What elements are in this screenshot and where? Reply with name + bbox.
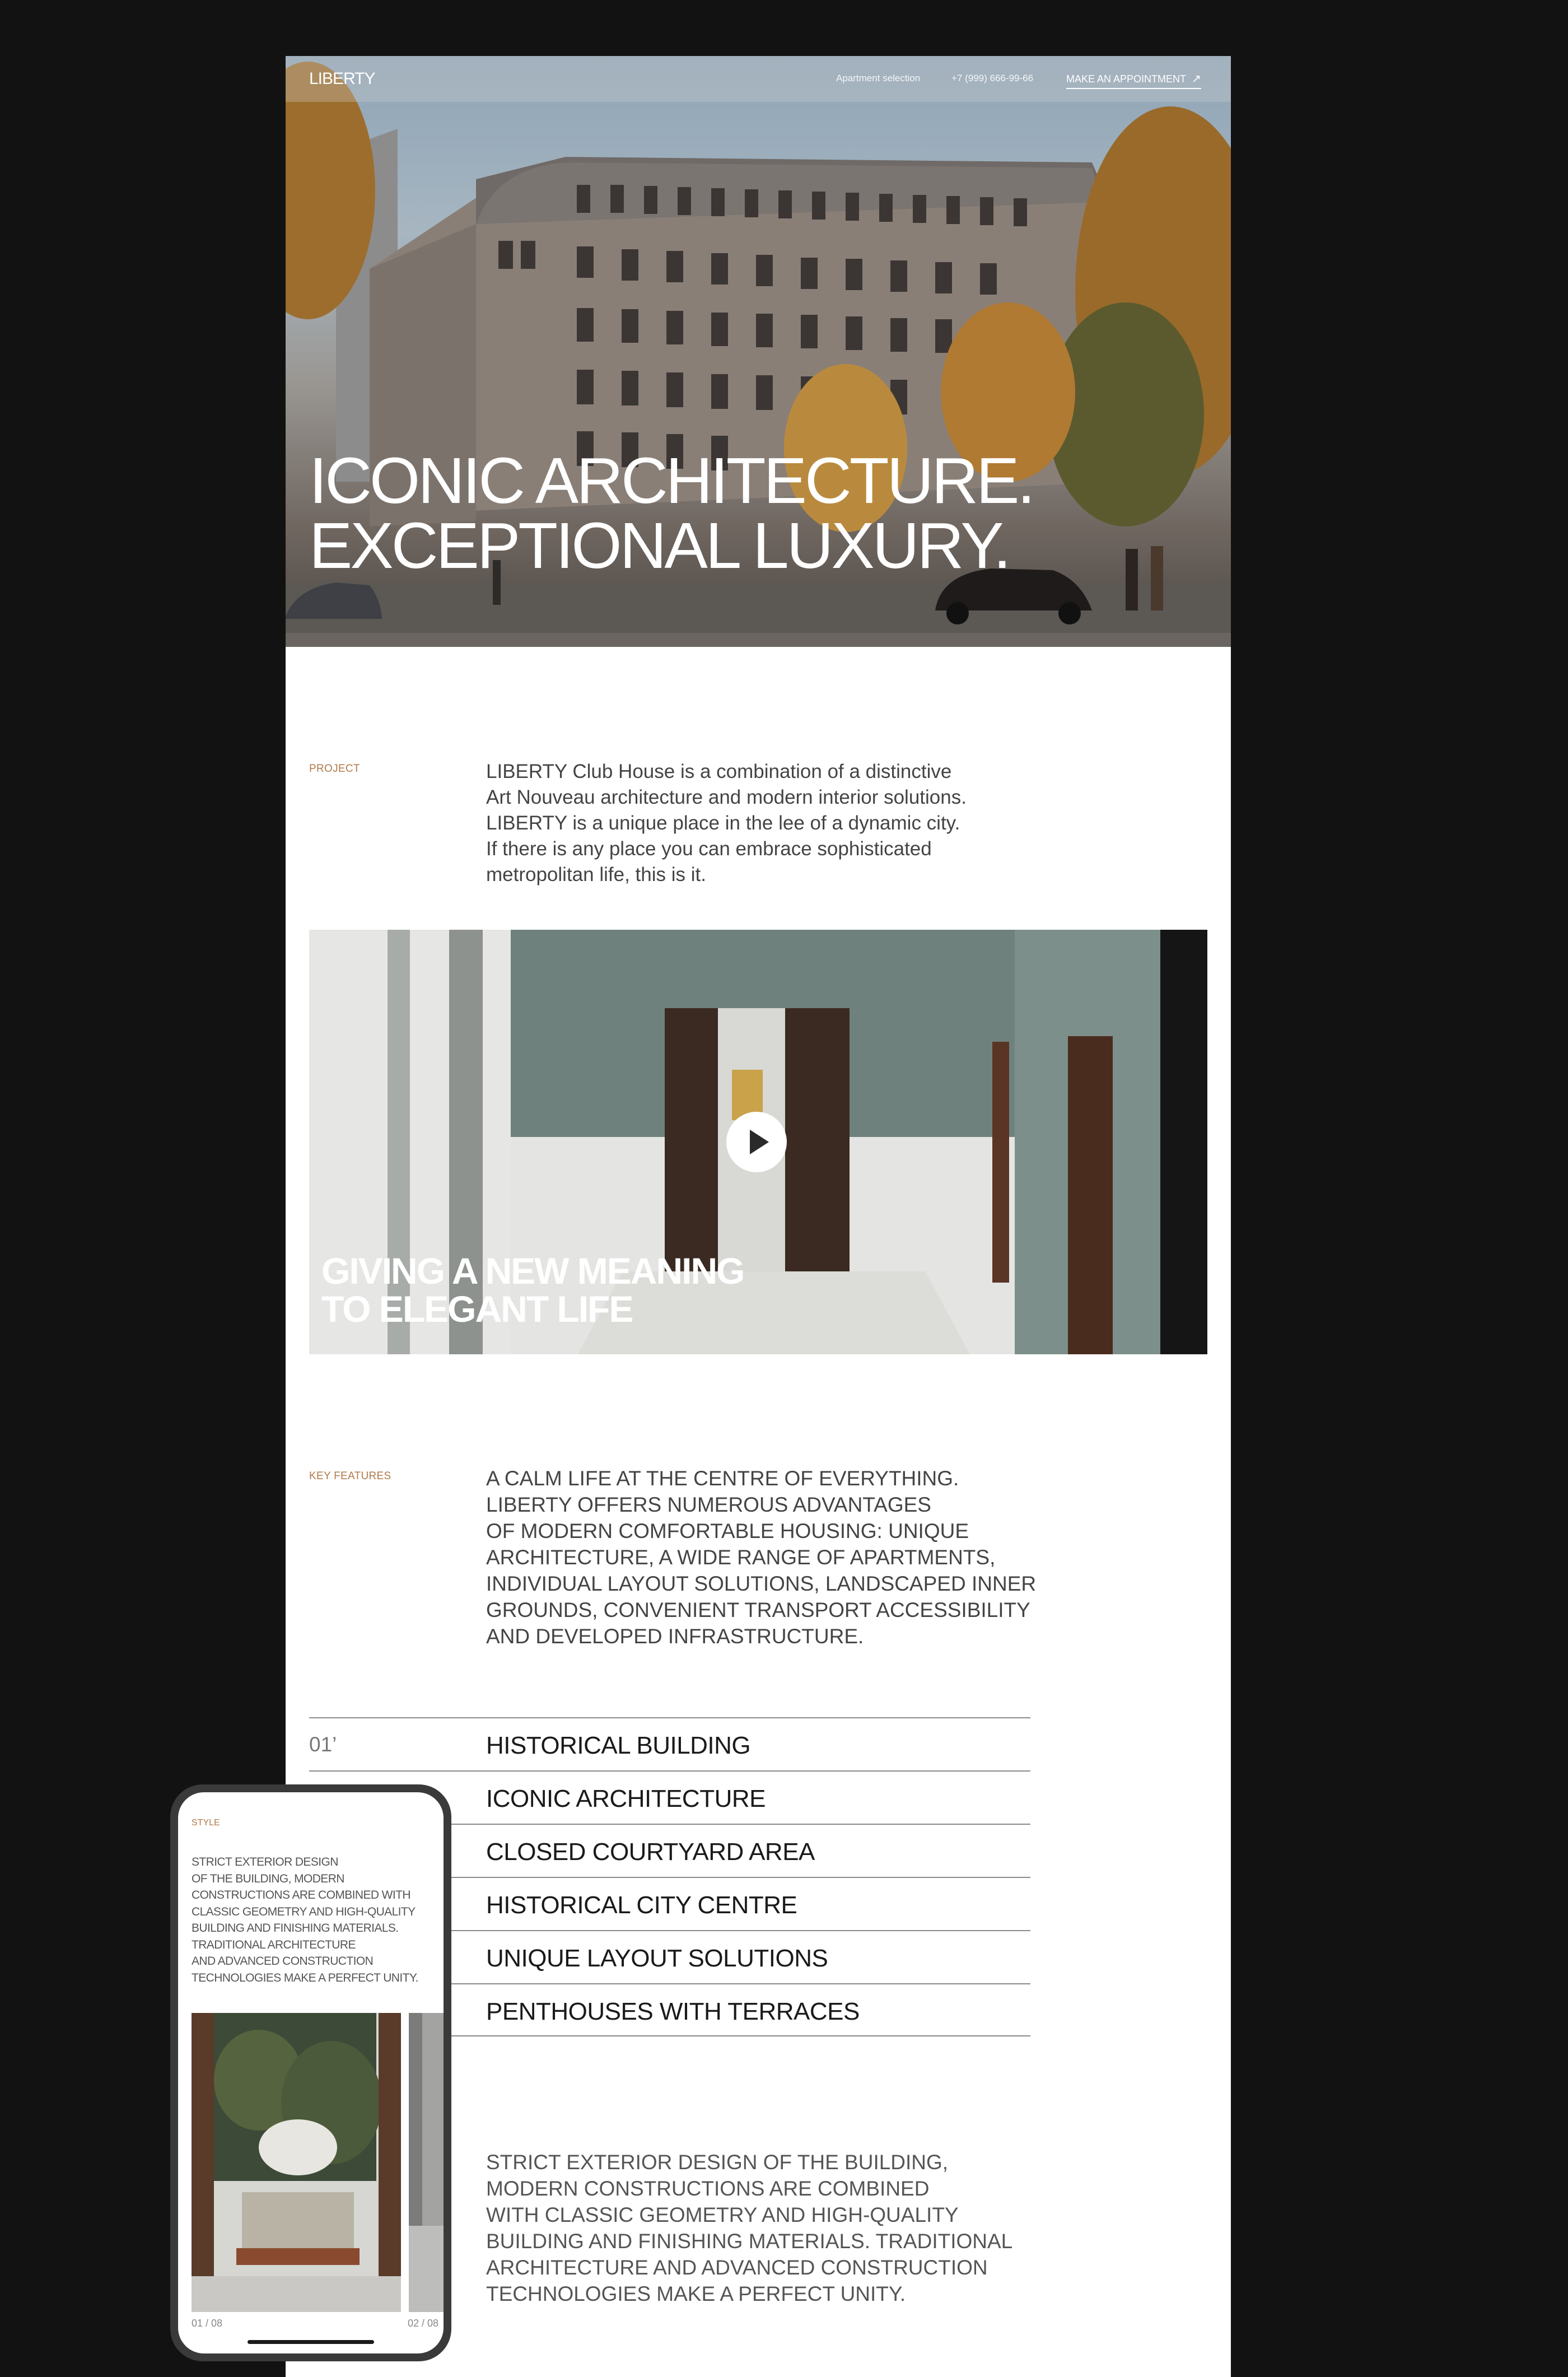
mobile-style-label: STYLE: [192, 1818, 220, 1828]
mobile-line: AND ADVANCED CONSTRUCTION: [192, 1955, 374, 1968]
make-appointment-label: MAKE AN APPOINTMENT: [1066, 73, 1187, 85]
project-description: [486, 759, 1024, 888]
project-line: LIBERTY Club House is a combination of a distinctive: [486, 761, 952, 782]
project-line: metropolitan life, this is it.: [486, 864, 706, 885]
hero-title: [309, 444, 1033, 582]
hero-title-line-2: EXCEPTIONAL LUXURY.: [309, 509, 1009, 582]
arrow-up-right-icon: ↗: [1192, 73, 1201, 85]
liberty-logo[interactable]: LIBERTY: [309, 69, 375, 88]
key-features-line: A CALM LIFE AT THE CENTRE OF EVERYTHING.: [486, 1467, 959, 1490]
feature-number: 01’: [309, 1733, 337, 1756]
feature-name: CLOSED COURTYARD AREA: [486, 1838, 815, 1866]
key-features-label: KEY FEATURES: [309, 1470, 391, 1482]
hero-title-line-1: ICONIC ARCHITECTURE.: [309, 444, 1033, 517]
nav-apartment-selection[interactable]: Apartment selection: [836, 73, 921, 83]
play-button[interactable]: [726, 1112, 787, 1172]
mobile-style-description: [192, 1854, 438, 1986]
video-title-line-1: GIVING A NEW MEANING: [321, 1250, 744, 1292]
style-line: WITH CLASSIC GEOMETRY AND HIGH-QUALITY: [486, 2203, 959, 2226]
feature-item[interactable]: [309, 1717, 1030, 1770]
feature-name: HISTORICAL CITY CENTRE: [486, 1891, 797, 1919]
mobile-screen: [178, 1792, 444, 2353]
project-line: Art Nouveau architecture and modern interior solutions.: [486, 786, 967, 808]
slide-counter-next: 02 / 08: [408, 2318, 439, 2329]
style-line: TECHNOLOGIES MAKE A PERFECT UNITY.: [486, 2282, 906, 2305]
feature-name: ICONIC ARCHITECTURE: [486, 1785, 766, 1812]
mobile-line: CLASSIC GEOMETRY AND HIGH-QUALITY: [192, 1905, 416, 1918]
mobile-line: BUILDING AND FINISHING MATERIALS.: [192, 1922, 399, 1935]
video-player[interactable]: [309, 930, 1207, 1354]
project-line: LIBERTY is a unique place in the lee of a dynamic city.: [486, 812, 960, 834]
mobile-mockup: [170, 1784, 451, 2361]
home-indicator: [248, 2340, 374, 2344]
next-photo: [409, 2013, 444, 2312]
style-line: STRICT EXTERIOR DESIGN OF THE BUILDING,: [486, 2151, 949, 2174]
project-label: PROJECT: [309, 763, 360, 775]
feature-name: PENTHOUSES WITH TERRACES: [486, 1998, 860, 2025]
style-line: ARCHITECTURE AND ADVANCED CONSTRUCTION: [486, 2256, 988, 2279]
mobile-next-image[interactable]: [409, 2013, 444, 2312]
key-features-line: OF MODERN COMFORTABLE HOUSING: UNIQUE: [486, 1520, 969, 1542]
mobile-bedroom-image[interactable]: [192, 2013, 401, 2312]
style-line: MODERN CONSTRUCTIONS ARE COMBINED: [486, 2177, 930, 2200]
key-features-line: INDIVIDUAL LAYOUT SOLUTIONS, LANDSCAPED INNER: [486, 1572, 1037, 1595]
slide-counter-current: 01 / 08: [192, 2318, 223, 2329]
mobile-line: STRICT EXTERIOR DESIGN: [192, 1856, 338, 1868]
bedroom-photo: [192, 2013, 401, 2312]
project-line: If there is any place you can embrace sophisticated: [486, 838, 932, 860]
key-features-line: GROUNDS, CONVENIENT TRANSPORT ACCESSIBILITY: [486, 1598, 1030, 1621]
feature-name: HISTORICAL BUILDING: [486, 1732, 751, 1759]
mobile-line: TECHNOLOGIES MAKE A PERFECT UNITY.: [192, 1971, 418, 1984]
key-features-description: [486, 1465, 1046, 1649]
top-navigation: [286, 56, 1231, 102]
key-features-line: ARCHITECTURE, A WIDE RANGE OF APARTMENTS,: [486, 1546, 996, 1569]
hero-section: [286, 56, 1231, 647]
mobile-line: CONSTRUCTIONS ARE COMBINED WITH: [192, 1889, 410, 1901]
nav-phone-number[interactable]: +7 (999) 666-99-66: [951, 73, 1034, 83]
mobile-line: TRADITIONAL ARCHITECTURE: [192, 1938, 356, 1951]
video-title-line-2: TO ELEGANT LIFE: [321, 1288, 633, 1330]
style-line: BUILDING AND FINISHING MATERIALS. TRADITIONAL: [486, 2230, 1013, 2253]
style-description: [486, 2149, 1046, 2307]
key-features-line: AND DEVELOPED INFRASTRUCTURE.: [486, 1625, 864, 1648]
video-title: [321, 1252, 744, 1328]
key-features-line: LIBERTY OFFERS NUMEROUS ADVANTAGES: [486, 1493, 931, 1516]
mobile-line: OF THE BUILDING, MODERN: [192, 1872, 344, 1885]
make-appointment-button[interactable]: [1066, 72, 1201, 89]
feature-name: UNIQUE LAYOUT SOLUTIONS: [486, 1945, 828, 1972]
